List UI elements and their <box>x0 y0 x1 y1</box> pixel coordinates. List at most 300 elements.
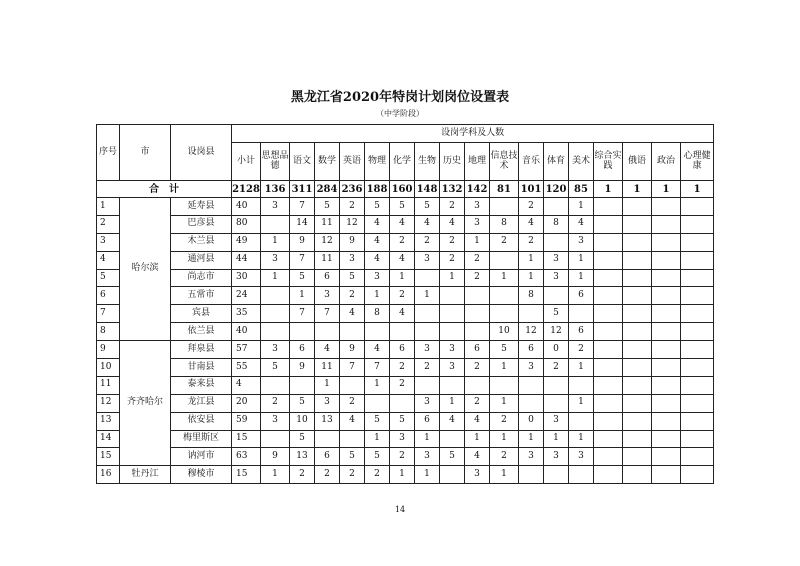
value-cell: 2 <box>519 198 544 216</box>
row-number: 13 <box>97 412 120 430</box>
value-cell: 4 <box>390 305 415 323</box>
value-cell: 35 <box>232 305 261 323</box>
table-row <box>97 376 714 394</box>
value-cell <box>623 287 652 305</box>
total-value: 160 <box>390 181 415 198</box>
value-cell: 1 <box>519 251 544 269</box>
value-cell: 2 <box>390 233 415 251</box>
value-cell: 3 <box>519 448 544 466</box>
value-cell: 4 <box>415 215 440 233</box>
value-cell: 2 <box>490 412 519 430</box>
total-label: 合 计 <box>97 181 232 198</box>
county-cell: 木兰县 <box>171 233 232 251</box>
value-cell <box>594 359 623 377</box>
value-cell <box>681 215 714 233</box>
value-cell <box>623 233 652 251</box>
value-cell: 1 <box>569 269 594 287</box>
value-cell: 6 <box>519 341 544 359</box>
value-cell <box>519 394 544 412</box>
header-city: 市 <box>120 125 171 181</box>
table-row <box>97 412 714 430</box>
value-cell <box>652 323 681 341</box>
value-cell: 3 <box>261 198 290 216</box>
value-cell: 20 <box>232 394 261 412</box>
row-number: 12 <box>97 394 120 412</box>
county-cell: 依兰县 <box>171 323 232 341</box>
subject-header: 英语 <box>340 143 365 181</box>
county-cell: 拜泉县 <box>171 341 232 359</box>
value-cell: 5 <box>340 269 365 287</box>
value-cell <box>681 287 714 305</box>
value-cell <box>544 394 569 412</box>
value-cell <box>681 269 714 287</box>
value-cell: 13 <box>315 412 340 430</box>
value-cell: 2 <box>315 466 340 484</box>
value-cell: 12 <box>519 323 544 341</box>
table-row <box>97 430 714 448</box>
value-cell <box>623 341 652 359</box>
value-cell <box>465 323 490 341</box>
value-cell: 6 <box>315 448 340 466</box>
total-value: 1 <box>623 181 652 198</box>
total-value: 188 <box>365 181 390 198</box>
value-cell: 2 <box>390 287 415 305</box>
table-row <box>97 251 714 269</box>
value-cell: 15 <box>232 466 261 484</box>
county-cell: 五常市 <box>171 287 232 305</box>
value-cell: 1 <box>390 269 415 287</box>
value-cell: 4 <box>465 448 490 466</box>
value-cell: 4 <box>365 215 390 233</box>
total-value: 311 <box>290 181 315 198</box>
value-cell <box>681 323 714 341</box>
value-cell: 3 <box>415 251 440 269</box>
value-cell <box>440 323 465 341</box>
total-value: 236 <box>340 181 365 198</box>
value-cell: 1 <box>415 430 440 448</box>
value-cell <box>465 305 490 323</box>
value-cell: 1 <box>465 233 490 251</box>
value-cell <box>569 412 594 430</box>
value-cell: 4 <box>315 341 340 359</box>
row-number: 15 <box>97 448 120 466</box>
value-cell: 24 <box>232 287 261 305</box>
value-cell: 1 <box>490 394 519 412</box>
value-cell: 2 <box>465 359 490 377</box>
value-cell <box>261 430 290 448</box>
value-cell: 8 <box>544 215 569 233</box>
value-cell <box>290 323 315 341</box>
value-cell: 3 <box>415 394 440 412</box>
value-cell <box>623 305 652 323</box>
value-cell <box>544 466 569 484</box>
post-allocation-table <box>96 124 714 484</box>
value-cell <box>681 198 714 216</box>
total-value: 142 <box>465 181 490 198</box>
value-cell: 2 <box>490 448 519 466</box>
value-cell <box>490 305 519 323</box>
value-cell <box>594 376 623 394</box>
value-cell <box>340 323 365 341</box>
total-value: 132 <box>440 181 465 198</box>
value-cell: 6 <box>390 341 415 359</box>
value-cell: 1 <box>290 287 315 305</box>
city-cell: 牡丹江 <box>120 466 171 484</box>
value-cell: 2 <box>465 251 490 269</box>
value-cell: 5 <box>390 412 415 430</box>
value-cell: 4 <box>365 233 390 251</box>
value-cell: 11 <box>315 215 340 233</box>
value-cell <box>261 305 290 323</box>
value-cell <box>623 430 652 448</box>
total-value: 101 <box>519 181 544 198</box>
value-cell: 2 <box>390 359 415 377</box>
value-cell: 40 <box>232 198 261 216</box>
value-cell <box>652 287 681 305</box>
subject-header: 历史 <box>440 143 465 181</box>
value-cell: 7 <box>315 305 340 323</box>
value-cell <box>623 323 652 341</box>
page-subtitle: （中学阶段） <box>376 109 424 118</box>
value-cell: 5 <box>290 394 315 412</box>
value-cell: 3 <box>415 448 440 466</box>
value-cell: 4 <box>465 412 490 430</box>
value-cell: 6 <box>465 341 490 359</box>
value-cell <box>681 448 714 466</box>
subject-header: 音乐 <box>519 143 544 181</box>
value-cell <box>681 376 714 394</box>
total-value: 1 <box>594 181 623 198</box>
value-cell <box>415 323 440 341</box>
value-cell <box>652 305 681 323</box>
value-cell: 1 <box>490 359 519 377</box>
county-cell: 龙江县 <box>171 394 232 412</box>
value-cell <box>519 305 544 323</box>
subject-header: 信息技术 <box>490 143 519 181</box>
value-cell <box>415 305 440 323</box>
row-number: 7 <box>97 305 120 323</box>
value-cell: 4 <box>365 341 390 359</box>
value-cell: 2 <box>340 466 365 484</box>
value-cell: 1 <box>569 198 594 216</box>
value-cell: 4 <box>365 251 390 269</box>
value-cell: 2 <box>340 198 365 216</box>
value-cell: 1 <box>440 394 465 412</box>
value-cell: 5 <box>365 412 390 430</box>
value-cell: 1 <box>390 466 415 484</box>
value-cell <box>594 323 623 341</box>
value-cell: 2 <box>465 269 490 287</box>
value-cell: 4 <box>569 215 594 233</box>
value-cell <box>652 359 681 377</box>
value-cell: 2 <box>440 251 465 269</box>
value-cell <box>681 466 714 484</box>
value-cell <box>544 376 569 394</box>
value-cell: 4 <box>519 215 544 233</box>
row-number: 11 <box>97 376 120 394</box>
value-cell: 1 <box>365 287 390 305</box>
value-cell: 3 <box>544 251 569 269</box>
value-cell <box>652 412 681 430</box>
value-cell: 2 <box>465 394 490 412</box>
subject-header: 物理 <box>365 143 390 181</box>
total-value: 136 <box>261 181 290 198</box>
value-cell: 12 <box>340 215 365 233</box>
county-cell: 甘南县 <box>171 359 232 377</box>
value-cell <box>440 287 465 305</box>
value-cell: 5 <box>415 198 440 216</box>
value-cell: 12 <box>315 233 340 251</box>
value-cell: 2 <box>519 233 544 251</box>
value-cell <box>594 215 623 233</box>
county-cell: 依安县 <box>171 412 232 430</box>
value-cell <box>681 412 714 430</box>
value-cell: 9 <box>340 233 365 251</box>
table-row <box>97 448 714 466</box>
subject-header: 语文 <box>290 143 315 181</box>
value-cell: 1 <box>261 466 290 484</box>
value-cell: 2 <box>569 341 594 359</box>
value-cell: 5 <box>290 269 315 287</box>
value-cell: 63 <box>232 448 261 466</box>
total-value: 284 <box>315 181 340 198</box>
county-cell: 尚志市 <box>171 269 232 287</box>
value-cell <box>652 198 681 216</box>
value-cell <box>681 430 714 448</box>
value-cell <box>652 269 681 287</box>
value-cell <box>569 376 594 394</box>
value-cell <box>544 287 569 305</box>
value-cell: 3 <box>390 430 415 448</box>
value-cell <box>681 359 714 377</box>
table-row <box>97 341 714 359</box>
subject-header: 数学 <box>315 143 340 181</box>
value-cell: 3 <box>440 341 465 359</box>
value-cell: 1 <box>465 430 490 448</box>
value-cell <box>623 215 652 233</box>
county-cell: 宾县 <box>171 305 232 323</box>
value-cell: 1 <box>365 376 390 394</box>
value-cell <box>681 251 714 269</box>
value-cell: 4 <box>440 412 465 430</box>
total-value: 1 <box>652 181 681 198</box>
value-cell <box>261 215 290 233</box>
row-number: 16 <box>97 466 120 484</box>
value-cell: 1 <box>261 233 290 251</box>
city-cell: 齐齐哈尔 <box>120 341 171 466</box>
subject-header: 美术 <box>569 143 594 181</box>
value-cell <box>594 430 623 448</box>
value-cell: 3 <box>569 448 594 466</box>
value-cell: 11 <box>315 359 340 377</box>
value-cell <box>681 305 714 323</box>
value-cell: 13 <box>290 448 315 466</box>
value-cell <box>440 430 465 448</box>
value-cell <box>594 251 623 269</box>
value-cell: 1 <box>490 269 519 287</box>
value-cell: 10 <box>290 412 315 430</box>
table-row <box>97 359 714 377</box>
value-cell <box>623 198 652 216</box>
value-cell: 5 <box>261 359 290 377</box>
value-cell: 1 <box>490 430 519 448</box>
value-cell: 57 <box>232 341 261 359</box>
row-number: 5 <box>97 269 120 287</box>
value-cell: 44 <box>232 251 261 269</box>
value-cell <box>652 215 681 233</box>
value-cell <box>652 394 681 412</box>
value-cell: 2 <box>340 394 365 412</box>
value-cell: 4 <box>232 376 261 394</box>
value-cell: 1 <box>315 376 340 394</box>
county-cell: 穆棱市 <box>171 466 232 484</box>
value-cell <box>623 376 652 394</box>
value-cell <box>544 233 569 251</box>
value-cell: 3 <box>315 287 340 305</box>
value-cell: 2 <box>261 394 290 412</box>
value-cell: 11 <box>315 251 340 269</box>
value-cell: 3 <box>465 466 490 484</box>
value-cell: 7 <box>290 305 315 323</box>
value-cell: 7 <box>290 251 315 269</box>
value-cell: 2 <box>340 287 365 305</box>
value-cell <box>261 323 290 341</box>
value-cell: 2 <box>415 233 440 251</box>
county-cell: 延寿县 <box>171 198 232 216</box>
value-cell: 5 <box>340 448 365 466</box>
value-cell: 15 <box>232 430 261 448</box>
subject-header: 政治 <box>652 143 681 181</box>
value-cell <box>623 394 652 412</box>
row-number: 2 <box>97 215 120 233</box>
table-row <box>97 215 714 233</box>
value-cell <box>261 287 290 305</box>
total-row <box>97 181 714 198</box>
value-cell: 1 <box>490 466 519 484</box>
value-cell <box>594 448 623 466</box>
value-cell: 2 <box>440 198 465 216</box>
value-cell: 6 <box>290 341 315 359</box>
total-value: 1 <box>681 181 714 198</box>
value-cell <box>415 269 440 287</box>
value-cell <box>544 198 569 216</box>
subject-header: 俄语 <box>623 143 652 181</box>
value-cell: 0 <box>544 341 569 359</box>
value-cell <box>340 430 365 448</box>
value-cell <box>681 394 714 412</box>
value-cell: 3 <box>261 412 290 430</box>
value-cell: 55 <box>232 359 261 377</box>
value-cell <box>440 466 465 484</box>
value-cell: 1 <box>544 430 569 448</box>
value-cell: 0 <box>519 412 544 430</box>
value-cell: 7 <box>365 359 390 377</box>
value-cell: 1 <box>569 394 594 412</box>
value-cell: 9 <box>290 359 315 377</box>
table-row <box>97 394 714 412</box>
value-cell: 7 <box>290 198 315 216</box>
value-cell <box>315 430 340 448</box>
value-cell: 6 <box>415 412 440 430</box>
value-cell: 2 <box>390 376 415 394</box>
value-cell: 3 <box>415 341 440 359</box>
value-cell: 1 <box>519 269 544 287</box>
value-cell: 6 <box>569 323 594 341</box>
value-cell <box>519 376 544 394</box>
value-cell: 3 <box>519 359 544 377</box>
value-cell <box>623 251 652 269</box>
value-cell <box>623 448 652 466</box>
value-cell: 4 <box>340 412 365 430</box>
value-cell: 6 <box>315 269 340 287</box>
value-cell: 1 <box>519 430 544 448</box>
value-cell <box>390 394 415 412</box>
value-cell <box>623 412 652 430</box>
value-cell: 3 <box>340 251 365 269</box>
value-cell: 1 <box>415 287 440 305</box>
value-cell: 4 <box>340 305 365 323</box>
value-cell: 30 <box>232 269 261 287</box>
table-row <box>97 305 714 323</box>
value-cell: 3 <box>261 341 290 359</box>
value-cell <box>652 448 681 466</box>
value-cell <box>594 394 623 412</box>
value-cell: 1 <box>365 430 390 448</box>
value-cell: 3 <box>544 269 569 287</box>
value-cell: 5 <box>290 430 315 448</box>
value-cell: 1 <box>440 269 465 287</box>
row-number: 4 <box>97 251 120 269</box>
value-cell: 5 <box>365 448 390 466</box>
value-cell: 3 <box>569 233 594 251</box>
value-cell: 9 <box>290 233 315 251</box>
subject-header: 体育 <box>544 143 569 181</box>
value-cell: 2 <box>544 359 569 377</box>
value-cell <box>519 466 544 484</box>
value-cell <box>365 323 390 341</box>
value-cell <box>594 305 623 323</box>
row-number: 6 <box>97 287 120 305</box>
value-cell: 7 <box>340 359 365 377</box>
value-cell <box>490 251 519 269</box>
total-value: 2128 <box>232 181 261 198</box>
value-cell <box>261 376 290 394</box>
value-cell: 3 <box>440 359 465 377</box>
value-cell <box>290 376 315 394</box>
header-subject-group: 设岗学科及人数 <box>232 125 714 143</box>
header-seq: 序号 <box>97 125 120 181</box>
total-value: 85 <box>569 181 594 198</box>
value-cell <box>594 341 623 359</box>
value-cell: 1 <box>569 251 594 269</box>
value-cell: 10 <box>490 323 519 341</box>
value-cell <box>594 412 623 430</box>
value-cell: 12 <box>544 323 569 341</box>
value-cell: 2 <box>490 233 519 251</box>
value-cell: 3 <box>465 215 490 233</box>
value-cell <box>365 394 390 412</box>
value-cell: 8 <box>519 287 544 305</box>
value-cell <box>440 376 465 394</box>
value-cell <box>390 323 415 341</box>
county-cell: 泰来县 <box>171 376 232 394</box>
county-cell: 梅里斯区 <box>171 430 232 448</box>
value-cell: 5 <box>315 198 340 216</box>
value-cell <box>490 198 519 216</box>
value-cell: 5 <box>490 341 519 359</box>
value-cell: 80 <box>232 215 261 233</box>
subject-header: 综合实践 <box>594 143 623 181</box>
